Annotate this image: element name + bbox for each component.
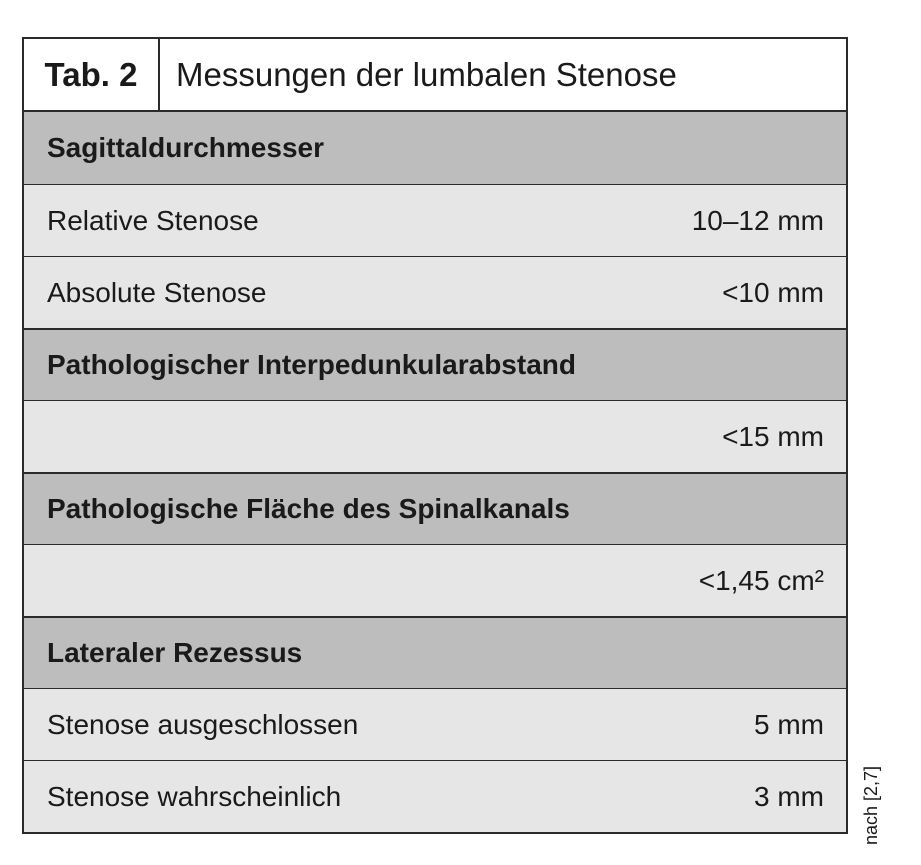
row-value: 10–12 mm (691, 204, 824, 236)
section-header-spinalkanal (24, 472, 846, 544)
section-header-interpedunkularabstand (24, 328, 846, 400)
table-row (24, 184, 846, 256)
section-heading: Lateraler Rezessus (47, 637, 303, 668)
row-label: Stenose wahrscheinlich (47, 780, 342, 812)
row-label: Absolute Stenose (47, 276, 267, 308)
table-row (24, 256, 846, 328)
row-value: <10 mm (722, 276, 824, 308)
row-value: 3 mm (754, 780, 824, 812)
section-header-lateraler-rezessus (24, 616, 846, 688)
table-row (24, 400, 846, 472)
source-note: nach [2,7] (861, 765, 881, 845)
section-header-sagittaldurchmesser (24, 112, 846, 184)
table (22, 37, 848, 834)
section-heading: Sagittaldurchmesser (47, 132, 324, 163)
table-row (24, 760, 846, 832)
row-label: Relative Stenose (47, 204, 259, 236)
table-title: Messungen der lumbalen Stenose (176, 55, 677, 93)
row-value: <15 mm (722, 420, 824, 452)
row-label: Stenose ausgeschlossen (47, 708, 359, 740)
section-heading: Pathologischer Interpedunkularabstand (47, 349, 576, 380)
row-value: <1,45 cm² (698, 564, 824, 596)
table-row (24, 544, 846, 616)
table-label: Tab. 2 (24, 39, 160, 110)
row-value: 5 mm (754, 708, 824, 740)
table-row (24, 688, 846, 760)
section-heading: Pathologische Fläche des Spinalkanals (47, 493, 570, 524)
table-title-row (24, 39, 846, 112)
